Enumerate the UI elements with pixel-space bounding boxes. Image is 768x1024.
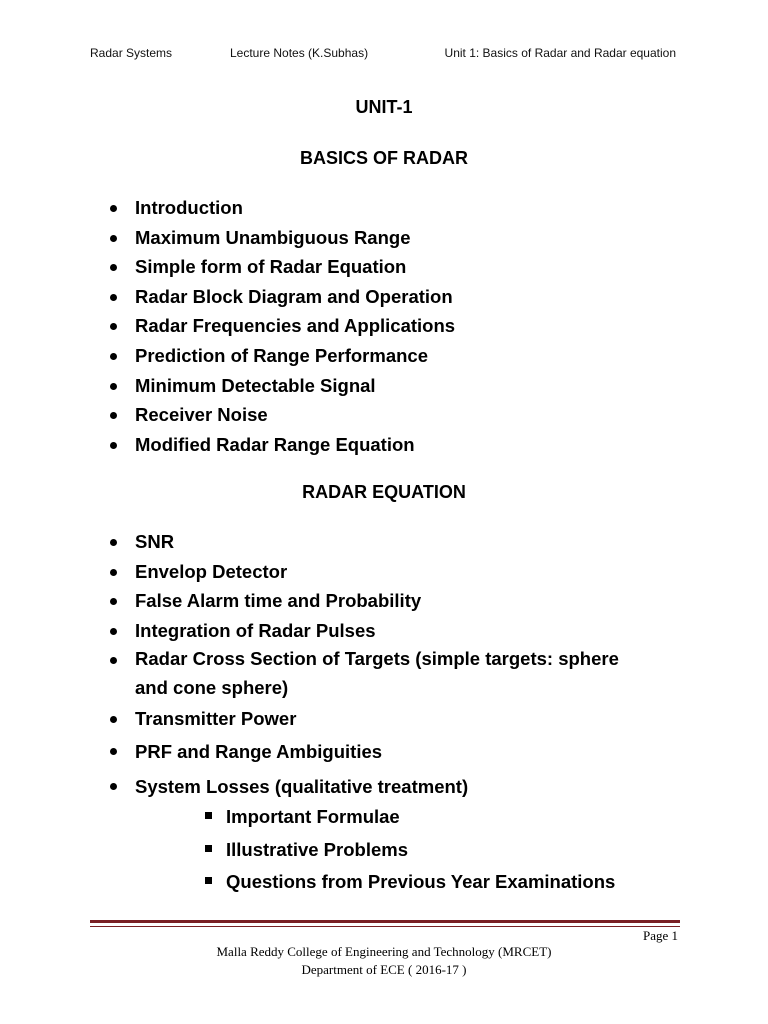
list-item bbox=[108, 645, 655, 702]
basics-topic-list bbox=[108, 193, 455, 459]
bullet-icon bbox=[110, 569, 117, 576]
list-item-label: Integration of Radar Pulses bbox=[135, 619, 376, 641]
bullet-icon bbox=[110, 412, 117, 419]
bullet-icon bbox=[110, 353, 117, 360]
list-item bbox=[200, 834, 615, 867]
list-item-label: Radar Block Diagram and Operation bbox=[135, 285, 453, 307]
list-item bbox=[108, 430, 455, 460]
list-item bbox=[108, 311, 455, 341]
bullet-icon bbox=[110, 783, 117, 790]
section-title-radar-equation: RADAR EQUATION bbox=[302, 482, 466, 502]
list-item-label: Radar Frequencies and Applications bbox=[135, 315, 456, 337]
page-number: Page 1 bbox=[642, 928, 678, 943]
list-item-label: Important Formulae bbox=[226, 806, 400, 827]
list-item bbox=[108, 341, 455, 371]
bullet-icon bbox=[110, 442, 117, 449]
header-unit: Unit 1: Basics of Radar and Radar equation bbox=[444, 46, 676, 60]
footer-divider-thin bbox=[90, 926, 680, 927]
bullet-icon bbox=[110, 383, 117, 390]
list-item-label: Simple form of Radar Equation bbox=[135, 256, 407, 278]
list-item-label: Transmitter Power bbox=[135, 708, 297, 730]
square-bullet-icon bbox=[205, 845, 212, 852]
list-item-label: Illustrative Problems bbox=[226, 838, 408, 860]
list-item bbox=[108, 223, 455, 253]
header-course: Radar Systems bbox=[90, 46, 173, 60]
list-item-label: Maximum Unambiguous Range bbox=[135, 226, 411, 248]
unit-title: UNIT-1 bbox=[355, 97, 413, 117]
list-item-label: System Losses (qualitative treatment) bbox=[135, 775, 469, 797]
bullet-icon bbox=[110, 628, 117, 635]
list-item bbox=[108, 557, 655, 587]
list-item bbox=[108, 400, 455, 430]
list-item-label: Modified Radar Range Equation bbox=[135, 433, 415, 455]
square-bullet-icon bbox=[205, 877, 212, 884]
list-item-label: Minimum Detectable Signal bbox=[135, 374, 376, 396]
list-item-label: Receiver Noise bbox=[135, 404, 268, 426]
list-item-label: Prediction of Range Performance bbox=[135, 344, 428, 366]
bullet-icon bbox=[110, 264, 117, 271]
list-item bbox=[200, 801, 615, 834]
bullet-icon bbox=[110, 323, 117, 330]
bullet-icon bbox=[110, 235, 117, 242]
section-title-basics: BASICS OF RADAR bbox=[299, 148, 468, 168]
list-item-label: Questions from Previous Year Examinations bbox=[226, 871, 616, 892]
list-item-label: PRF and Range Ambiguities bbox=[135, 740, 383, 762]
footer-institution: Malla Reddy College of Engineering and Technology (MRCET) bbox=[216, 944, 552, 959]
footer-divider bbox=[90, 920, 680, 923]
list-item bbox=[108, 371, 455, 401]
header-author: Lecture Notes (K.Subhas) bbox=[230, 46, 369, 60]
bullet-icon bbox=[110, 598, 117, 605]
list-item-label: SNR bbox=[135, 531, 175, 552]
bullet-icon bbox=[110, 205, 117, 212]
footer-department: Department of ECE ( 2016-17 ) bbox=[301, 962, 467, 977]
list-item bbox=[108, 193, 455, 223]
list-item bbox=[108, 252, 455, 282]
radar-equation-topic-list bbox=[108, 527, 655, 804]
bullet-icon bbox=[110, 657, 117, 664]
list-item bbox=[108, 527, 655, 557]
list-item bbox=[108, 734, 655, 769]
list-item bbox=[108, 616, 655, 646]
bullet-icon bbox=[110, 716, 117, 723]
list-item bbox=[108, 586, 655, 616]
list-item bbox=[108, 769, 655, 804]
bullet-icon bbox=[110, 748, 117, 755]
list-item bbox=[108, 704, 655, 734]
list-item bbox=[200, 866, 615, 899]
list-item bbox=[108, 282, 455, 312]
bullet-icon bbox=[110, 294, 117, 301]
list-item-label: False Alarm time and Probability bbox=[135, 590, 422, 612]
list-item-label: Radar Cross Section of Targets (simple targets: sphere and cone sphere) bbox=[135, 648, 619, 698]
list-item-label: Introduction bbox=[135, 197, 243, 218]
resources-sublist bbox=[200, 801, 615, 899]
square-bullet-icon bbox=[205, 812, 212, 819]
bullet-icon bbox=[110, 539, 117, 546]
list-item-label: Envelop Detector bbox=[135, 560, 288, 582]
